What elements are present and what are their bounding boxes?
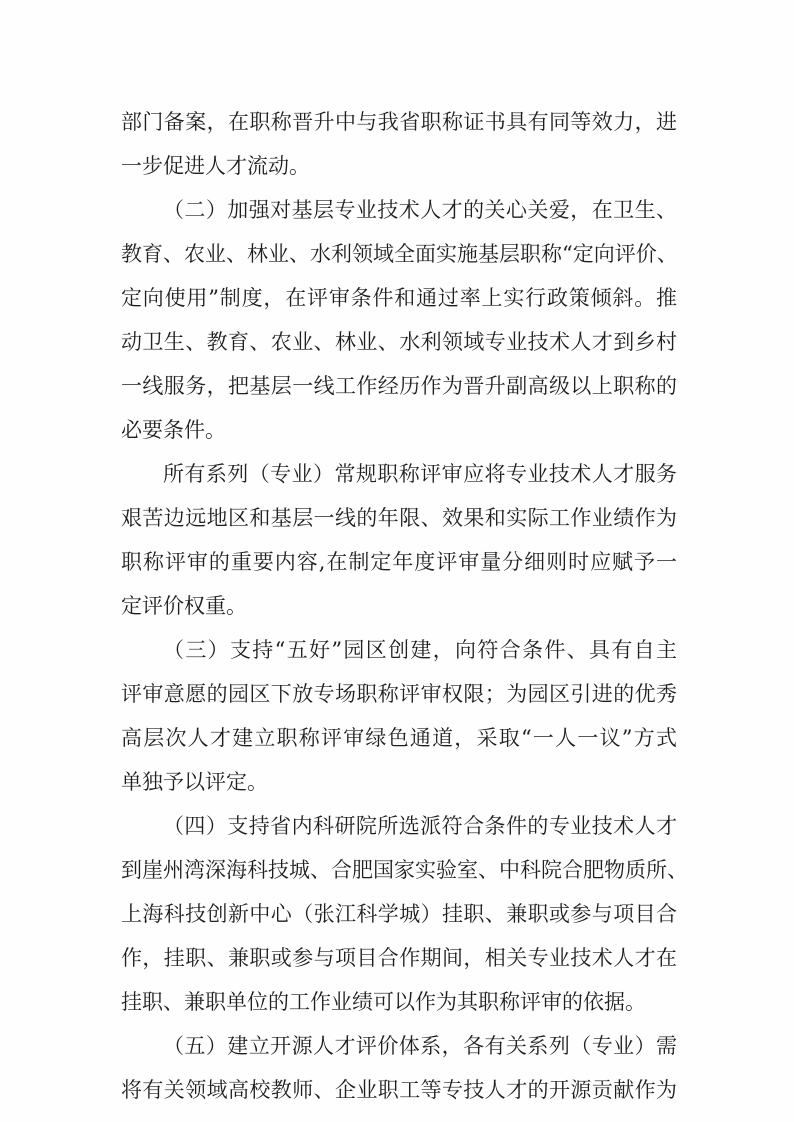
text-line: 定评价权重。 xyxy=(121,594,247,618)
paragraph-start-line: （五）建立开源人才评价体系，各有关系列（专业）需 xyxy=(163,1034,677,1058)
paragraph-start-line: （三）支持“五好”园区创建，向符合条件、具有自主 xyxy=(163,638,677,662)
text-line: 艰苦边远地区和基层一线的年限、效果和实际工作业绩作为 xyxy=(121,506,677,530)
text-line: 教育、农业、林业、水利领域全面实施基层职称“定向评价、 xyxy=(121,242,678,266)
text-line: 职称评审的重要内容,在制定年度评审量分细则时应赋予一 xyxy=(121,550,677,574)
text-line: 部门备案，在职称晋升中与我省职称证书具有同等效力，进 xyxy=(121,110,677,134)
text-line: 动卫生、教育、农业、林业、水利领域专业技术人才到乡村 xyxy=(121,330,677,354)
text-line: 一线服务，把基层一线工作经历作为晋升副高级以上职称的 xyxy=(121,374,677,398)
paragraph-start-line: （二）加强对基层专业技术人才的关心关爱，在卫生、 xyxy=(163,198,677,222)
text-line: 上海科技创新中心（张江科学城）挂职、兼职或参与项目合 xyxy=(121,902,677,926)
text-line: 一步促进人才流动。 xyxy=(121,154,310,178)
paragraph-start-line: （四）支持省内科研院所选派符合条件的专业技术人才 xyxy=(163,814,677,838)
text-line: 评审意愿的园区下放专场职称评审权限；为园区引进的优秀 xyxy=(121,682,677,706)
text-line: 单独予以评定。 xyxy=(121,770,268,794)
text-line: 作，挂职、兼职或参与项目合作期间，相关专业技术人才在 xyxy=(121,946,677,970)
text-line: 定向使用”制度，在评审条件和通过率上实行政策倾斜。推 xyxy=(121,286,677,310)
text-line: 高层次人才建立职称评审绿色通道，采取“一人一议”方式 xyxy=(121,726,677,750)
text-line: 将有关领域高校教师、企业职工等专技人才的开源贡献作为 xyxy=(121,1078,677,1102)
text-line: 挂职、兼职单位的工作业绩可以作为其职称评审的依据。 xyxy=(121,990,646,1014)
text-line: 到崖州湾深海科技城、合肥国家实验室、中科院合肥物质所、 xyxy=(121,858,688,882)
paragraph-start-line: 所有系列（专业）常规职称评审应将专业技术人才服务 xyxy=(163,462,677,486)
text-line: 必要条件。 xyxy=(121,418,226,442)
